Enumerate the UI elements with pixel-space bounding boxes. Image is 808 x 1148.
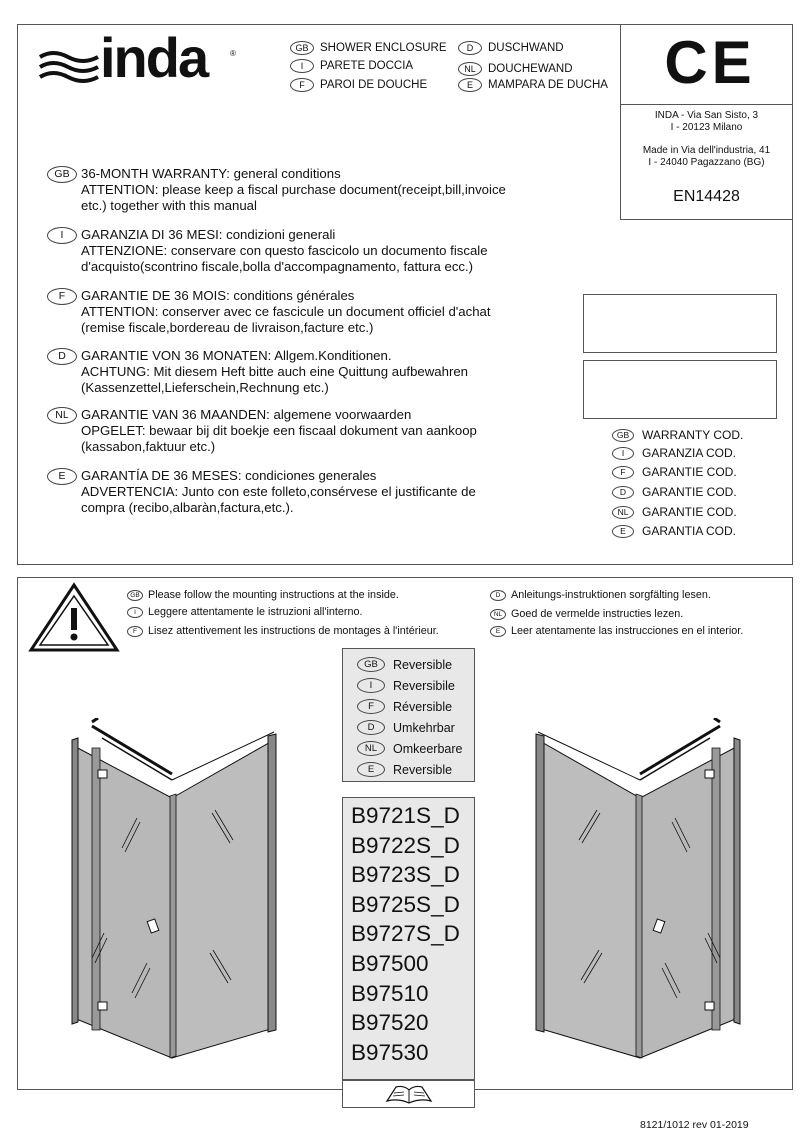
reversible-f: F Réversible xyxy=(357,696,474,717)
warranty-nl: NL GARANTIE VAN 36 MAANDEN: algemene voorwaarden OPGELET: bewaar bij dit boekje een fiscaal dokument van aankoop (kassabon,faktuur etc.) xyxy=(47,407,477,455)
warranty-code-box-2[interactable] xyxy=(583,360,777,419)
product-label-e: E MAMPARA DE DUCHA xyxy=(458,78,608,92)
instruction-e: E Leer atentamente las instrucciones en el interior. xyxy=(490,625,743,637)
reversible-nl: NL Omkeerbare xyxy=(357,738,474,759)
model-code: B97530 xyxy=(351,1039,429,1065)
product-label-nl: NL DOUCHEWAND xyxy=(458,62,573,76)
document-reference: 8121/1012 rev 01-2019 xyxy=(640,1119,749,1131)
warranty-gb: GB 36-MONTH WARRANTY: general conditions ATTENTION: please keep a fiscal purchase document(receipt,bill,invoice etc.) together with this manual xyxy=(47,166,506,214)
reversible-i: I Reversibile xyxy=(357,675,474,696)
open-book-icon xyxy=(384,1083,434,1105)
product-label-i: I PARETE DOCCIA xyxy=(290,59,413,73)
warning-icon xyxy=(28,582,120,654)
model-code: B97510 xyxy=(351,980,429,1006)
model-code: B9727S_D xyxy=(351,921,460,947)
warranty-cod-gb: GB WARRANTY COD. xyxy=(612,428,743,442)
warranty-cod-nl: NL GARANTIE COD. xyxy=(612,505,737,519)
warranty-cod-d: D GARANTIE COD. xyxy=(612,485,737,499)
warranty-d: D GARANTIE VON 36 MONATEN: Allgem.Konditionen. ACHTUNG: Mit diesem Heft bitte auch eine Quittung aufbewahren (Kassenzettel,Lieferschein,Rechnung etc.) xyxy=(47,348,468,396)
shower-enclosure-right-drawing xyxy=(530,718,750,1078)
product-label-d: D DUSCHWAND xyxy=(458,41,564,55)
wave-icon xyxy=(38,47,100,87)
reversible-gb: GB Reversible xyxy=(357,654,474,675)
address: INDA - Via San Sisto, 3 I - 20123 Milano xyxy=(654,110,759,133)
info-box-divider xyxy=(620,104,793,105)
model-code: B97500 xyxy=(351,950,429,976)
product-label-gb: GB SHOWER ENCLOSURE xyxy=(290,41,447,55)
warranty-e: E GARANTÍA DE 36 MESES: condiciones generales ADVERTENCIA: Junto con este folleto,consérvese el justificante de compra (recibo,albaràn,factura,etc.). xyxy=(47,468,476,516)
model-codes-box xyxy=(342,797,475,1080)
factory-address: Made in Via dell'industria, 41 I - 24040 Pagazzano (BG) xyxy=(642,145,771,168)
product-label-f: F PAROI DE DOUCHE xyxy=(290,78,427,92)
shower-enclosure-left-drawing xyxy=(62,718,282,1078)
instruction-gb: GB Please follow the mounting instructions at the inside. xyxy=(127,589,399,601)
model-code: B9722S_D xyxy=(351,832,460,858)
model-code: B97520 xyxy=(351,1010,429,1036)
instruction-i: I Leggere attentamente le istruzioni all'interno. xyxy=(127,606,363,618)
model-code: B9721S_D xyxy=(351,803,460,828)
ce-mark: CE xyxy=(664,29,756,96)
model-code: B9725S_D xyxy=(351,891,460,917)
brand-logo xyxy=(38,26,238,95)
reversible-d: D Umkehrbar xyxy=(357,717,474,738)
warranty-f: F GARANTIE DE 36 MOIS: conditions générales ATTENTION: conserver avec ce fascicule un document officiel d'achat (remise fiscale,bordereau de livraison,facture etc.) xyxy=(47,288,491,336)
warranty-cod-e: E GARANTIA COD. xyxy=(612,524,736,538)
warranty-code-box-1[interactable] xyxy=(583,294,777,353)
reversible-e: E Reversible xyxy=(357,759,474,780)
standard-code: EN14428 xyxy=(673,188,740,205)
warranty-i: I GARANZIA DI 36 MESI: condizioni generali ATTENZIONE: conservare con questo fascicolo un documento fiscale d'acquisto(scontrino fiscale,bolla d'accompagnamento, fattura ecc.) xyxy=(47,227,488,275)
model-code: B9723S_D xyxy=(351,862,460,888)
reversible-box xyxy=(342,648,475,782)
instruction-nl: NL Goed de vermelde instructies lezen. xyxy=(490,608,683,620)
warranty-cod-f: F GARANTIE COD. xyxy=(612,465,737,479)
warranty-cod-i: I GARANZIA COD. xyxy=(612,446,736,460)
brand-name: inda xyxy=(100,26,208,89)
instruction-d: D Anleitungs-instruktionen sorgfälting lesen. xyxy=(490,589,711,601)
registered-mark: ® xyxy=(230,49,236,58)
instruction-f: F Lisez attentivement les instructions de montages à l'intérieur. xyxy=(127,625,439,637)
